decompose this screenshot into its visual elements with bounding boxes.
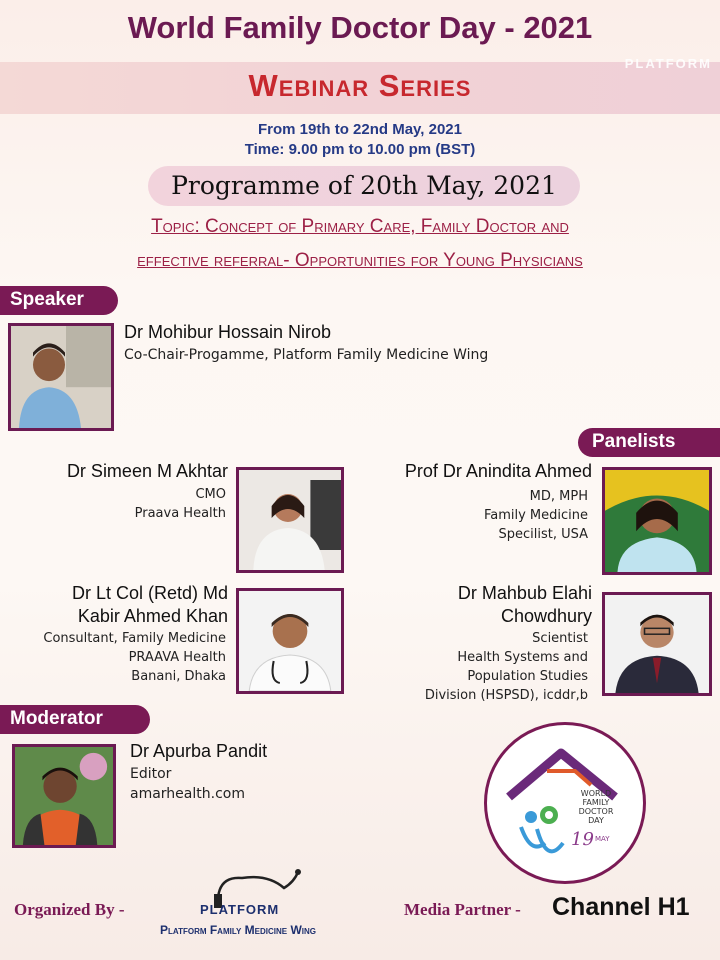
panelist-3-line-1: Consultant, Family Medicine <box>43 631 226 646</box>
panelist-3-line-3: Banani, Dhaka <box>131 669 226 684</box>
panelist-2-name: Prof Dr Anindita Ahmed <box>404 461 592 481</box>
panelist-1-line-2: Praava Health <box>134 506 226 521</box>
organized-by-label: Organized By - <box>14 900 125 919</box>
logo-line-1: WORLD <box>580 789 612 798</box>
speaker-name: Dr Mohibur Hossain Nirob <box>124 322 332 342</box>
panelist-2-line-2: Family Medicine <box>483 508 588 523</box>
logo-date-month: MAY <box>595 835 610 843</box>
media-partner-name: Channel H1 <box>552 893 690 921</box>
panelist-1-photo <box>236 467 344 573</box>
world-family-doctor-day-logo <box>484 722 646 884</box>
panelist-4-line-4: Division (HSPSD), icddr,b <box>424 688 588 703</box>
speaker-role: Co-Chair-Progamme, Platform Family Medicine Wing <box>124 347 489 363</box>
panelist-2-line-3: Specilist, USA <box>498 527 588 542</box>
moderator-tag: Moderator <box>0 705 150 734</box>
platform-watermark-logo: PLATFORM <box>624 56 712 71</box>
panelist-3-line-2: PRAAVA Health <box>128 650 226 665</box>
moderator-line-2: amarhealth.com <box>130 786 245 802</box>
logo-line-3: DOCTOR <box>578 807 614 816</box>
moderator-line-1: Editor <box>130 766 172 782</box>
logo-line-4: DAY <box>588 816 604 825</box>
panelist-4-line-2: Health Systems and <box>457 650 588 665</box>
programme-title: Programme of 20th May, 2021 <box>171 171 557 200</box>
panelist-2-photo <box>602 467 712 575</box>
main-title: World Family Doctor Day - 2021 <box>127 10 593 45</box>
panelists-tag: Panelists <box>578 428 720 457</box>
panelist-4-name-line-1: Dr Mahbub Elahi <box>457 583 592 603</box>
panelist-4-name-line-2: Chowdhury <box>500 606 592 626</box>
panelist-3-name-line-2: Kabir Ahmed Khan <box>77 606 228 626</box>
moderator-name: Dr Apurba Pandit <box>130 741 268 761</box>
moderator-photo <box>12 744 116 848</box>
topic-line-2: effective referral- Opportunities for Young Physicians <box>137 250 583 271</box>
speaker-tag: Speaker <box>0 286 118 315</box>
platform-logo-text: PLATFORM <box>200 902 280 917</box>
panelist-4-photo <box>602 592 712 696</box>
panelist-2-line-1: MD, MPH <box>529 489 588 504</box>
series-title: Webinar Series <box>248 68 472 103</box>
topic-line-1: Topic: Concept of Primary Care, Family Doctor and <box>151 216 569 237</box>
panelist-1-line-1: CMO <box>195 487 226 502</box>
panelist-3-photo <box>236 588 344 694</box>
media-partner-label: Media Partner - <box>404 900 521 919</box>
speaker-photo <box>8 323 114 431</box>
panelist-4-line-3: Population Studies <box>467 669 588 684</box>
logo-line-2: FAMILY <box>582 798 610 807</box>
panelist-4-line-1: Scientist <box>532 631 588 646</box>
panelist-1-name: Dr Simeen M Akhtar <box>66 461 228 481</box>
organizer-name: Platform Family Medicine Wing <box>160 923 316 937</box>
panelist-3-name-line-1: Dr Lt Col (Retd) Md <box>71 583 228 603</box>
time-range: Time: 9.00 pm to 10.00 pm (BST) <box>244 141 476 158</box>
date-range: From 19th to 22nd May, 2021 <box>258 121 462 138</box>
logo-date-number: 19 <box>571 829 594 850</box>
platform-logo <box>198 868 308 918</box>
